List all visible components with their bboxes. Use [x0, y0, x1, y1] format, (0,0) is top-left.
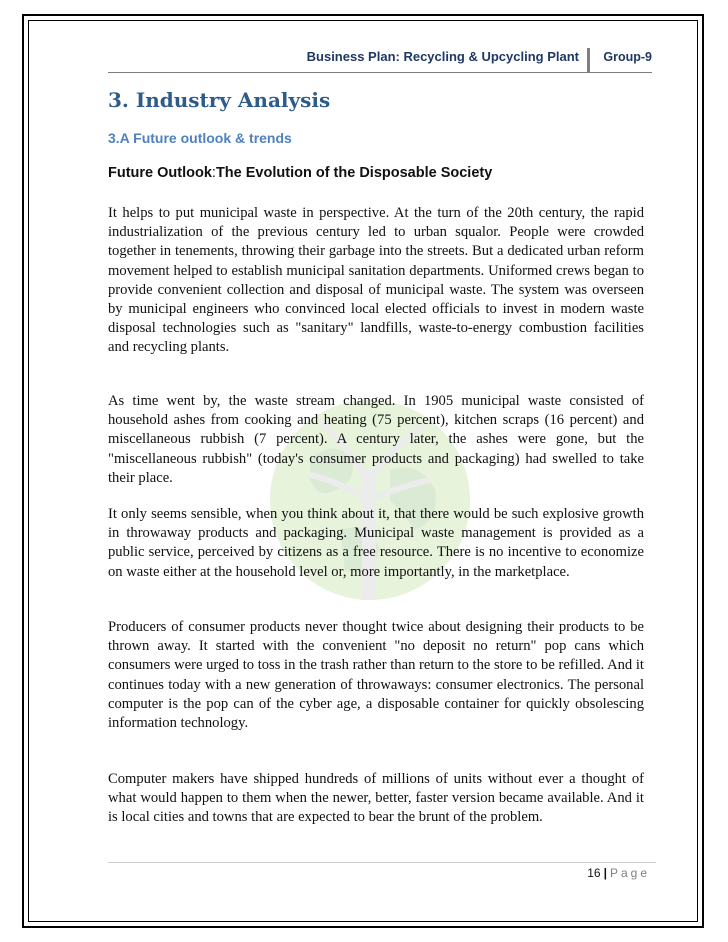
- page-footer: [587, 866, 650, 880]
- topic-label: Future Outlook: [108, 165, 212, 181]
- topic-heading: [108, 165, 492, 181]
- page-header: [108, 44, 652, 73]
- page-label: Page: [609, 866, 650, 880]
- topic-title: The Evolution of the Disposable Society: [215, 165, 493, 181]
- section-heading: 3. Industry Analysis: [108, 88, 331, 112]
- paragraph: As time went by, the waste stream changed. In 1905 municipal waste consisted of household ashes from cooking and heating (75 percent), kitchen scraps (16 percent) and miscellaneous rubbish (7 percent). A century later, the ashes were gone, but the "miscellaneous rubbish" (today's consumer products and packaging) had swelled to take their place.: [108, 393, 644, 486]
- paragraph: Computer makers have shipped hundreds of millions of units without ever a thought of what would happen to them when the newer, better, faster version became available. And it is local cities and towns that are expected to bear the brunt of the problem.: [108, 771, 644, 826]
- header-title: Business Plan: Recycling & Upcycling Plant: [307, 48, 590, 72]
- paragraph: It only seems sensible, when you think about it, that there would be such explosive growth in throwaway products and packaging. Municipal waste management is provided as a public service, perceived by citizens as a free resource. There is no incentive to economize on waste either at the household level or, more importantly, in the marketplace.: [108, 506, 644, 580]
- footer-divider: [108, 862, 656, 863]
- footer-separator: |: [603, 866, 607, 880]
- paragraph: It helps to put municipal waste in perspective. At the turn of the 20th century, the rapid industrialization of the previous century led to urban squalor. People were crowded together in tenements, throwing their garbage into the streets. But a dedicated urban reform movement helped to establish municipal sanitation departments. Uniformed crews began to provide convenient collection and disposal of municipal waste. The system was overseen by municipal engineers who convinced local elected officials to invest in modern waste disposal technologies such as "sanitary" landfills, waste-to-energy combustion facilities and recycling plants.: [108, 205, 644, 356]
- paragraph: Producers of consumer products never thought twice about designing their products to be thrown away. It started with the convenient "no deposit no return" pop cans which consumers were urged to toss in the trash rather than return to the store to be refilled. And it continues today with a new generation of throwaways: consumer electronics. The personal computer is the pop can of the cyber age, a disposable container for quickly obsolescing information technology.: [108, 619, 644, 732]
- header-group-label: Group-9: [603, 50, 652, 64]
- section-subheading: 3.A Future outlook & trends: [108, 130, 292, 146]
- page-number: 16: [587, 866, 601, 880]
- topic-separator: :: [211, 165, 216, 181]
